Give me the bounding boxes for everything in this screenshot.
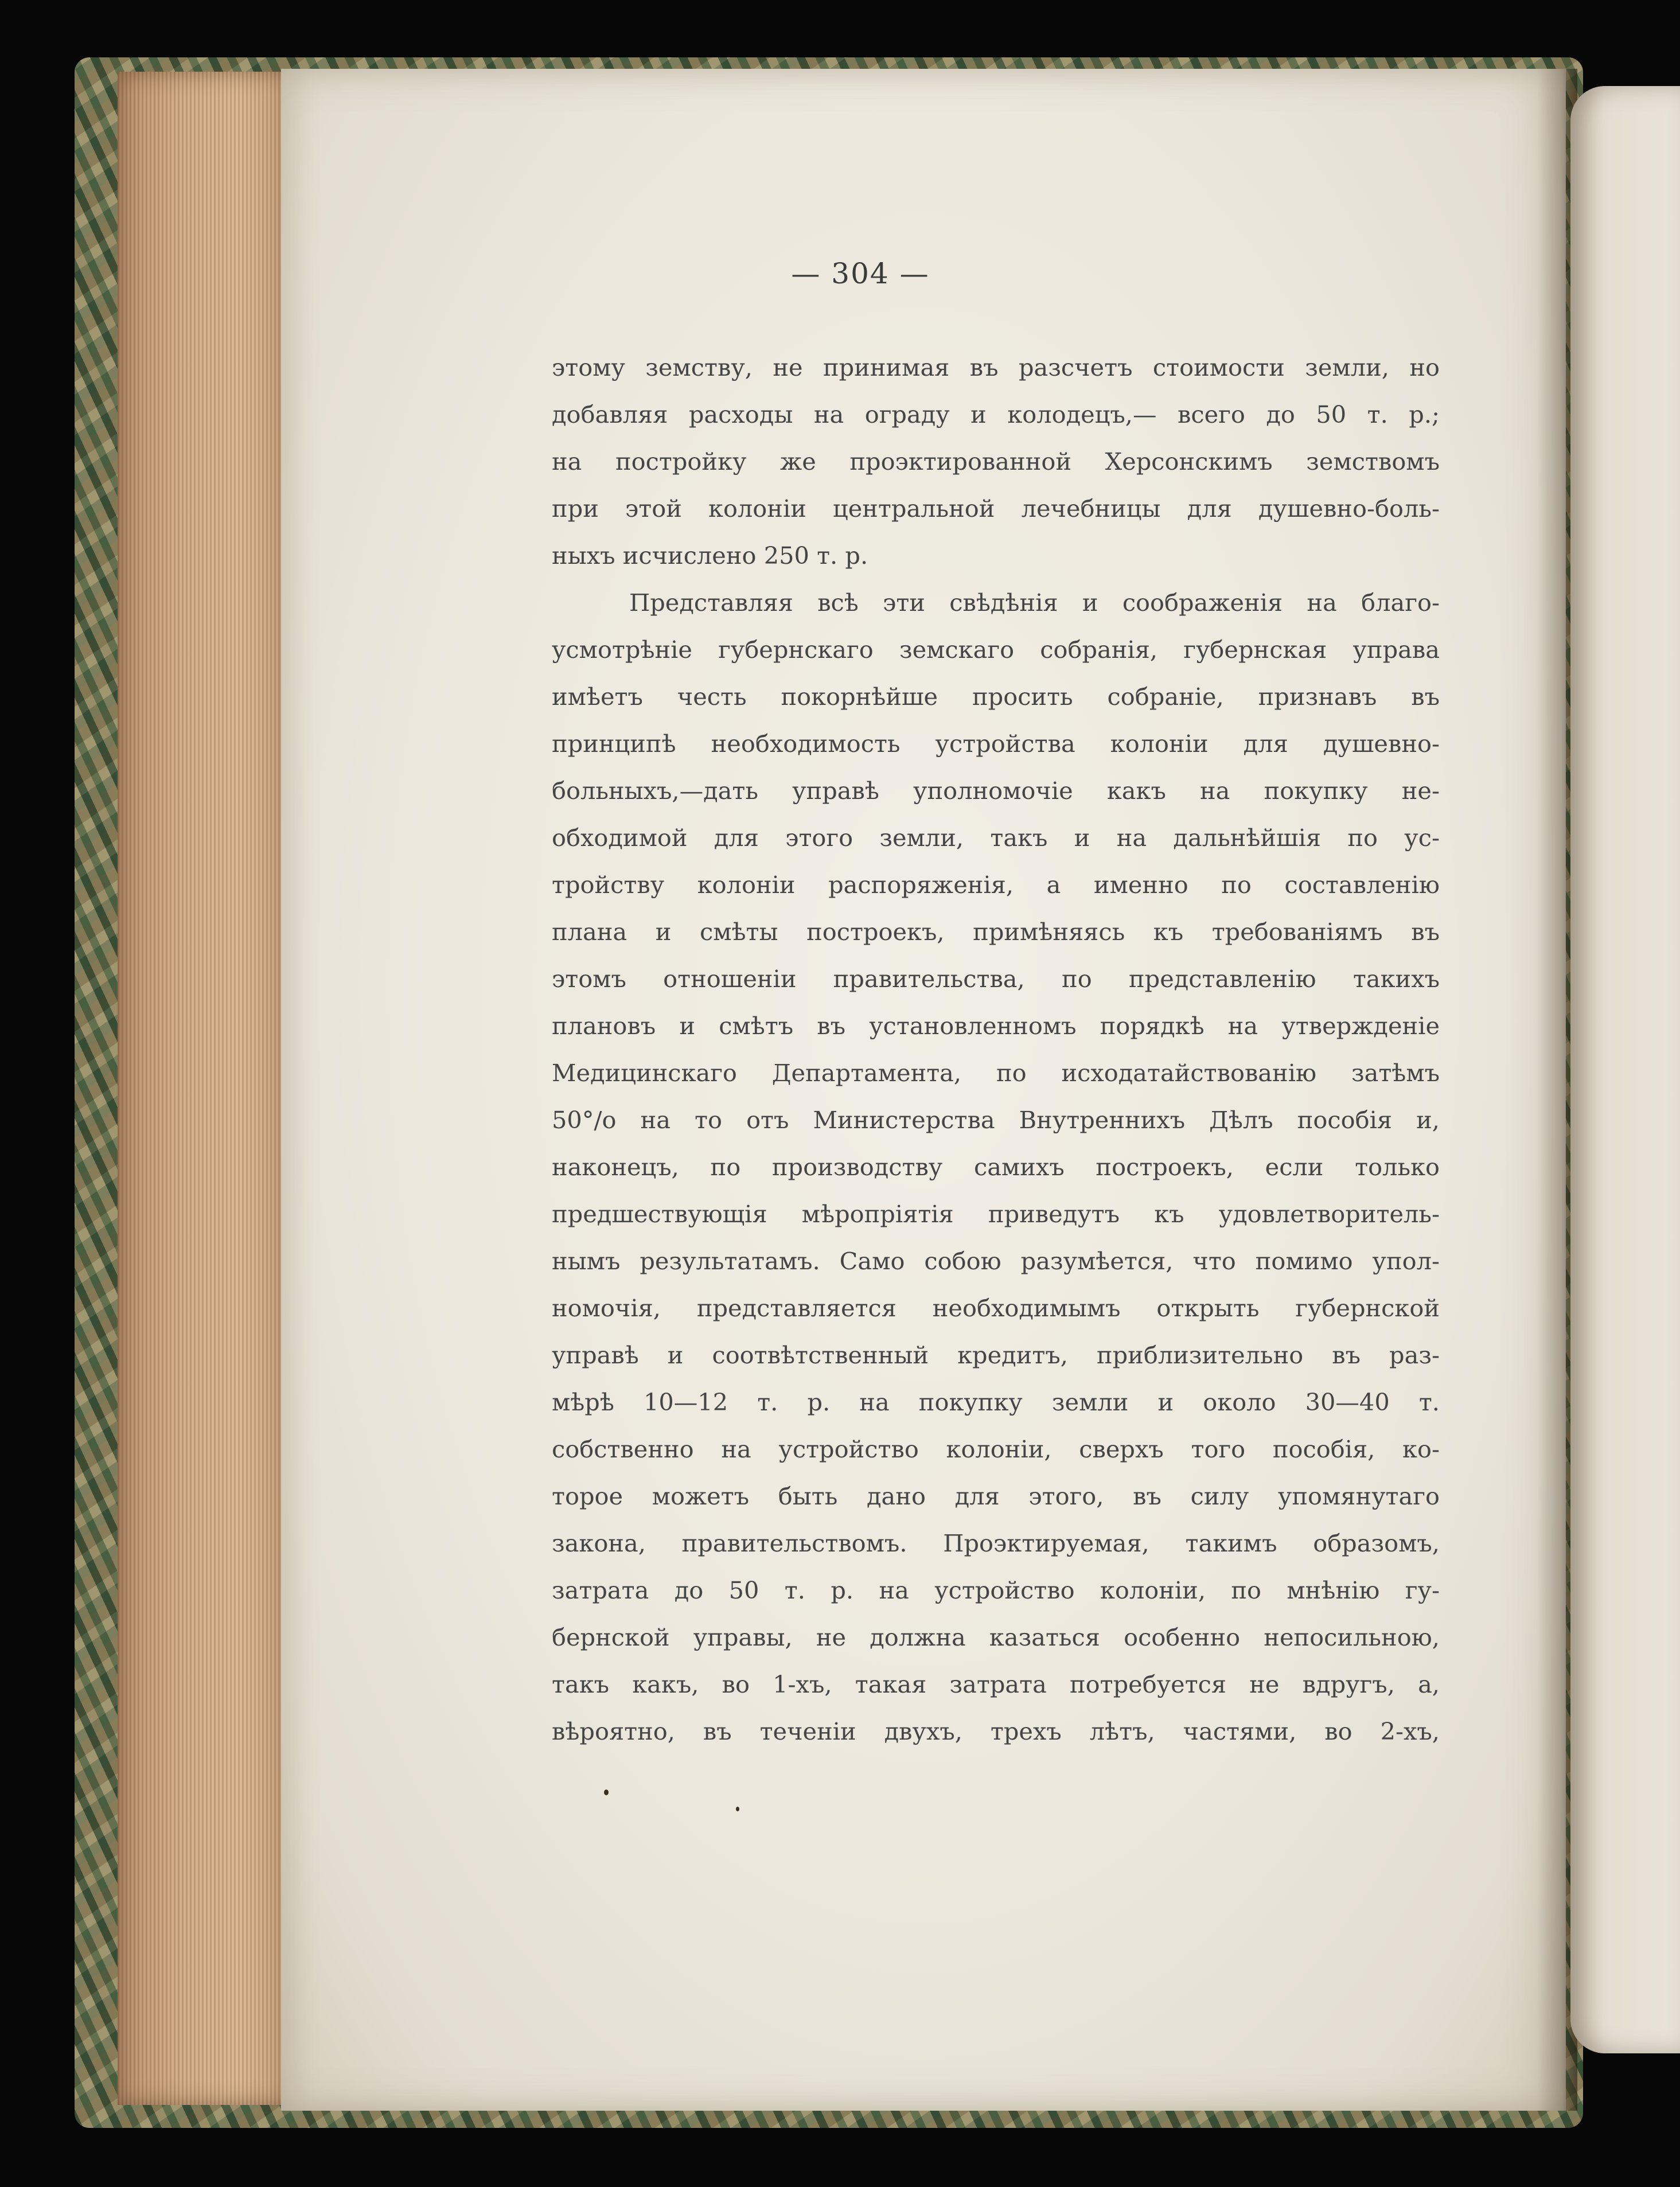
ink-speck bbox=[736, 1807, 739, 1811]
text-line: принципѣ необходимость устройства колоніи для душевно- bbox=[552, 730, 1440, 758]
ink-speck bbox=[604, 1790, 609, 1795]
text-line: тройству колоніи распоряженія, а именно по составленію bbox=[552, 871, 1440, 899]
text-line: нымъ результатамъ. Само собою разумѣется, что помимо упол- bbox=[552, 1247, 1440, 1275]
text-line: предшествующія мѣропріятія приведутъ къ удовлетворитель- bbox=[552, 1200, 1440, 1228]
text-line: плановъ и смѣтъ въ установленномъ порядкѣ на утвержденіе bbox=[552, 1012, 1440, 1040]
text-line: добавляя расходы на ограду и колодецъ,— всего до 50 т. р.; bbox=[552, 400, 1440, 428]
text-line: при этой колоніи центральной лечебницы для душевно-боль- bbox=[552, 494, 1440, 523]
text-line: управѣ и соотвѣтственный кредитъ, приблизительно въ раз- bbox=[552, 1341, 1440, 1369]
text-line: Медицинскаго Департамента, по исходатайствованію затѣмъ bbox=[552, 1059, 1440, 1087]
facing-page-edge bbox=[1570, 86, 1680, 2053]
text-line: имѣетъ честь покорнѣйше просить собраніе, признавъ въ bbox=[552, 683, 1440, 711]
text-line: усмотрѣніе губернскаго земскаго собранія, губернская управа bbox=[552, 636, 1440, 664]
text-line: 50°/о на то отъ Министерства Внутреннихъ Дѣлъ пособія и, bbox=[552, 1106, 1440, 1134]
page-block-edges bbox=[118, 72, 290, 2105]
text-line: на постройку же проэктированной Херсонскимъ земствомъ bbox=[552, 447, 1440, 475]
text-line: мѣрѣ 10—12 т. р. на покупку земли и около 30—40 т. bbox=[552, 1388, 1440, 1416]
text-line: этому земству, не принимая въ разсчетъ стоимости земли, но bbox=[552, 353, 1440, 381]
text-line: собственно на устройство колоніи, сверхъ того пособія, ко- bbox=[552, 1435, 1440, 1463]
text-line: такъ какъ, во 1-хъ, такая затрата потребуется не вдругъ, а, bbox=[552, 1670, 1440, 1698]
text-line: вѣроятно, въ теченіи двухъ, трехъ лѣтъ, частями, во 2-хъ, bbox=[552, 1717, 1440, 1745]
text-line: наконецъ, по производству самихъ построекъ, если только bbox=[552, 1153, 1440, 1181]
text-line: затрата до 50 т. р. на устройство колоніи, по мнѣнію гу- bbox=[552, 1576, 1440, 1604]
text-line: больныхъ,—дать управѣ уполномочіе какъ на покупку не- bbox=[552, 777, 1440, 805]
text-line: этомъ отношеніи правительства, по представленію такихъ bbox=[552, 965, 1440, 993]
text-line: плана и смѣты построекъ, примѣняясь къ требованіямъ въ bbox=[552, 918, 1440, 946]
page-number: — 304 — bbox=[791, 257, 930, 290]
text-line: закона, правительствомъ. Проэктируемая, такимъ образомъ, bbox=[552, 1529, 1440, 1557]
text-line: ныхъ исчислено 250 т. р. bbox=[552, 541, 868, 570]
text-line: номочія, представляется необходимымъ открыть губернской bbox=[552, 1294, 1440, 1322]
text-line: обходимой для этого земли, такъ и на дальнѣйшія по ус- bbox=[552, 824, 1440, 852]
text-line: Представляя всѣ эти свѣдѣнія и соображенія на благо- bbox=[629, 588, 1440, 617]
text-line: бернской управы, не должна казаться особенно непосильною, bbox=[552, 1623, 1440, 1651]
text-line: торое можетъ быть дано для этого, въ силу упомянутаго bbox=[552, 1482, 1440, 1510]
body-text bbox=[552, 344, 1440, 1755]
